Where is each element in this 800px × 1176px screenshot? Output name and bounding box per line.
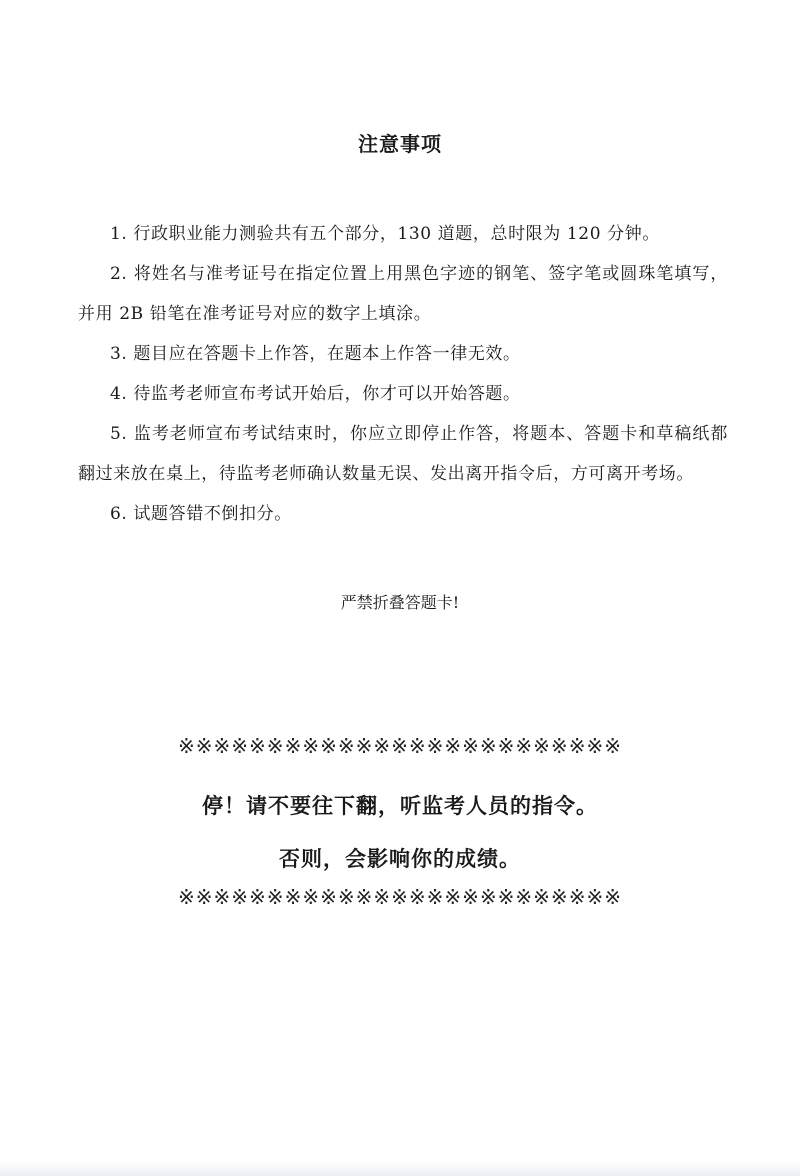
page-title: 注意事项 bbox=[358, 132, 442, 156]
note-item-6: 6. 试题答错不倒扣分。 bbox=[110, 504, 292, 524]
note-item-3: 3. 题目应在答题卡上作答，在题本上作答一律无效。 bbox=[110, 344, 521, 364]
note-item-5: 5. 监考老师宣布考试结束时，你应立即停止作答，将题本、答题卡和草稿纸都翻过来放在桌上，待监考老师确认数量无误、发出离开指令后，方可离开考场。 bbox=[78, 424, 728, 484]
scan-edge bbox=[0, 1162, 800, 1176]
note-item-2: 2. 将姓名与准考证号在指定位置上用黑色字迹的钢笔、签字笔或圆珠笔填写，并用 2B 铅笔在准考证号对应的数字上填涂。 bbox=[78, 264, 728, 324]
decorative-stars-top: ※※※※※※※※※※※※※※※※※※※※※※※※※ bbox=[178, 734, 622, 758]
stop-notice: 停！请不要往下翻，听监考人员的指令。 bbox=[202, 794, 598, 818]
note-item-1: 1. 行政职业能力测验共有五个部分，130 道题，总时限为 120 分钟。 bbox=[110, 224, 660, 244]
note-item-4: 4. 待监考老师宣布考试开始后，你才可以开始答题。 bbox=[110, 384, 521, 404]
stop-notice-consequence: 否则，会影响你的成绩。 bbox=[279, 847, 521, 871]
decorative-stars-bottom: ※※※※※※※※※※※※※※※※※※※※※※※※※ bbox=[178, 885, 622, 909]
no-folding-warning: 严禁折叠答题卡! bbox=[340, 593, 460, 612]
notes-list bbox=[78, 214, 728, 534]
